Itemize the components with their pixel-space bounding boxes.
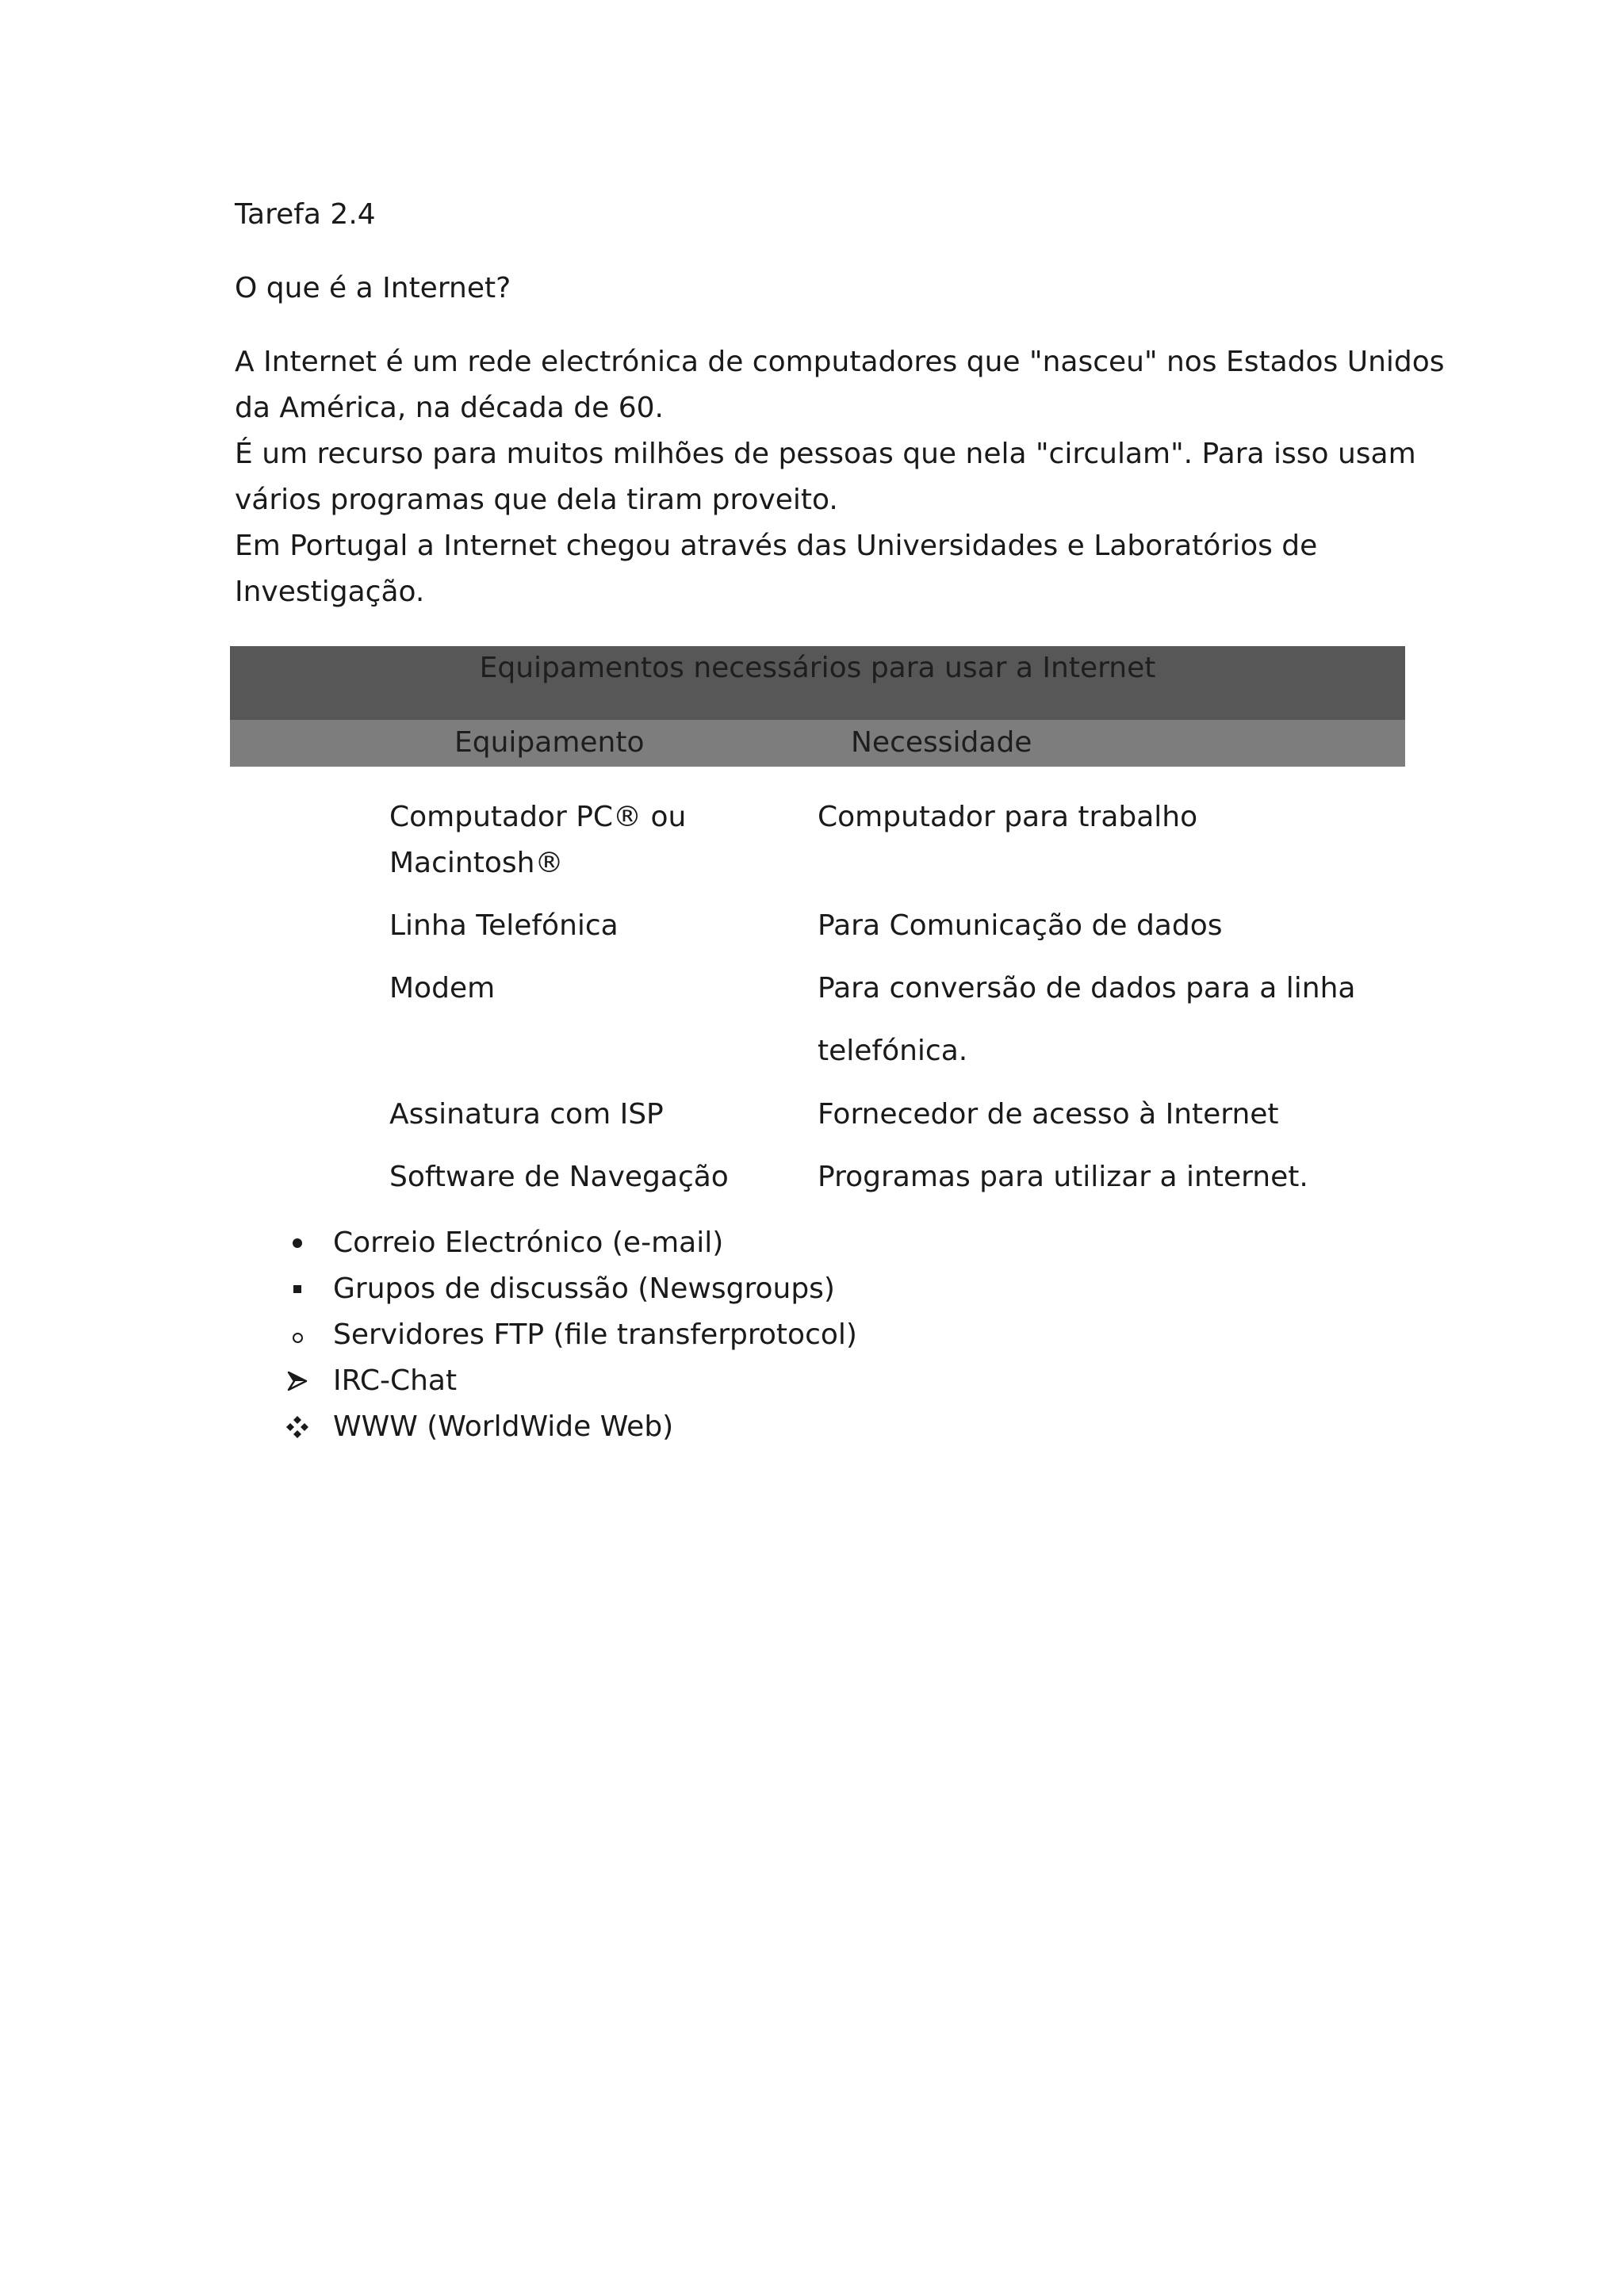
- bullet-diamond-icon: [282, 1404, 313, 1450]
- table-caption: Equipamentos necessários para usar a Internet: [479, 652, 1156, 684]
- bullet-circle-icon: [282, 1312, 313, 1358]
- intro-line: vários programas que dela tiram proveito.: [235, 484, 838, 516]
- list-item-text: Grupos de discussão (Newsgroups): [333, 1272, 835, 1305]
- list-item-text: Servidores FTP (file transferprotocol): [333, 1318, 857, 1351]
- need-cell: Para Comunicação de dados: [818, 909, 1223, 942]
- equipment-cell: Computador PC® ou: [389, 801, 687, 833]
- list-item-text: WWW (WorldWide Web): [333, 1410, 674, 1443]
- need-cell: Para conversão de dados para a linha: [818, 972, 1356, 1004]
- bullet-arrow-icon: [282, 1358, 313, 1404]
- intro-line: Investigação.: [235, 576, 425, 608]
- list-item: [282, 1404, 1392, 1450]
- column-header-equipment: Equipamento: [454, 726, 645, 759]
- equipment-cell: Modem: [389, 972, 496, 1004]
- question-heading: O que é a Internet?: [235, 272, 511, 304]
- equipment-cell: Assinatura com ISP: [389, 1098, 664, 1131]
- table-column-header-row: [230, 720, 1405, 767]
- intro-line: É um recurso para muitos milhões de pessoas que nela "circulam". Para isso usam: [235, 438, 1416, 470]
- bullet-dot-icon: [282, 1220, 313, 1266]
- list-item: [282, 1220, 1392, 1266]
- need-cell: Computador para trabalho: [818, 801, 1198, 833]
- need-cell: Fornecedor de acesso à Internet: [818, 1098, 1279, 1131]
- need-cell: telefónica.: [818, 1035, 968, 1067]
- list-item: [282, 1358, 1392, 1404]
- list-item-text: IRC-Chat: [333, 1364, 458, 1397]
- task-title: Tarefa 2.4: [235, 198, 376, 231]
- list-item: [282, 1312, 1392, 1358]
- intro-paragraph: [235, 339, 1445, 615]
- need-cell: Programas para utilizar a internet.: [818, 1161, 1308, 1193]
- bullet-square-icon: [282, 1266, 313, 1312]
- equipment-cell: Linha Telefónica: [389, 909, 619, 942]
- table-caption-band: [230, 646, 1405, 720]
- intro-line: A Internet é um rede electrónica de computadores que "nasceu" nos Estados Unidos: [235, 346, 1445, 378]
- list-item-text: Correio Electrónico (e-mail): [333, 1226, 724, 1259]
- equipment-cell: Software de Navegação: [389, 1161, 729, 1193]
- list-item: [282, 1266, 1392, 1312]
- intro-line: Em Portugal a Internet chegou através das Universidades e Laboratórios de: [235, 530, 1318, 562]
- intro-line: da América, na década de 60.: [235, 392, 664, 424]
- equipment-cell: Macintosh®: [389, 847, 564, 879]
- column-header-need: Necessidade: [851, 726, 1032, 759]
